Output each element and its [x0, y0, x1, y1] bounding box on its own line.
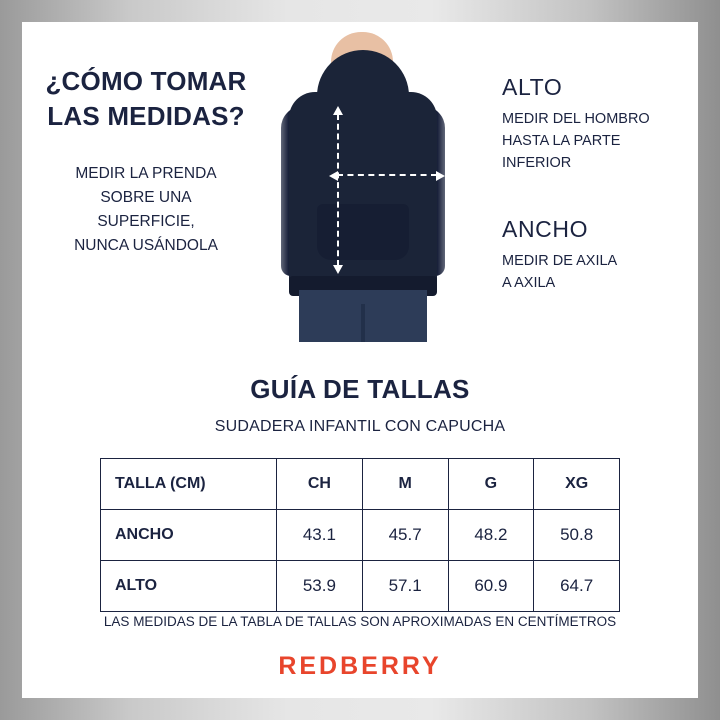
ancho-description — [502, 251, 692, 295]
hoodie-illustration — [265, 22, 461, 342]
header-ch: CH — [277, 459, 363, 510]
headline — [30, 64, 262, 134]
alto-line-2: HASTA LA PARTE — [502, 132, 621, 149]
ancho-line-1: MEDIR DE AXILA — [502, 253, 618, 270]
white-sheet — [22, 22, 698, 698]
subtext-line-1: MEDIR LA PRENDA — [75, 165, 217, 183]
headline-line-1: ¿CÓMO TOMAR — [45, 66, 247, 96]
size-table-note: LAS MEDIDAS DE LA TABLA DE TALLAS SON APROXIMADAS EN CENTÍMETROS — [103, 614, 617, 629]
subtext-line-3: SUPERFICIE, — [97, 213, 195, 231]
how-to-measure-text — [30, 64, 262, 258]
size-guide-subtitle: SUDADERA INFANTIL CON CAPUCHA — [214, 418, 506, 435]
ancho-m: 45.7 — [362, 510, 448, 561]
size-table — [100, 458, 620, 612]
how-to-measure-subtext — [30, 162, 262, 258]
subtext-line-4: NUNCA USÁNDOLA — [74, 237, 218, 255]
header-xg: XG — [534, 459, 620, 510]
alto-ch: 53.9 — [277, 561, 363, 612]
table-row — [101, 561, 620, 612]
header-talla: TALLA (CM) — [101, 459, 277, 510]
photo-edge-fade — [265, 22, 461, 342]
alto-description — [502, 109, 692, 174]
ancho-line-2: A AXILA — [502, 275, 556, 291]
alto-line-1: MEDIR DEL HOMBRO — [502, 111, 650, 127]
alto-line-3: INFERIOR — [502, 154, 572, 171]
measure-definitions — [502, 74, 692, 295]
table-row — [101, 510, 620, 561]
header-g: G — [448, 459, 534, 510]
size-guide-title: GUÍA DE TALLAS — [250, 374, 470, 404]
row-label-ancho: ANCHO — [101, 510, 277, 561]
headline-line-2: LAS MEDIDAS? — [47, 101, 245, 132]
alto-g: 60.9 — [448, 561, 534, 612]
alto-title: ALTO — [502, 74, 563, 100]
ancho-g: 48.2 — [448, 510, 534, 561]
brand-logo: REDBERRY — [278, 652, 442, 680]
row-label-alto: ALTO — [101, 561, 277, 612]
subtext-line-2: SOBRE UNA — [100, 189, 192, 207]
table-header-row — [101, 459, 620, 510]
ancho-title: ANCHO — [502, 216, 589, 243]
ancho-ch: 43.1 — [277, 510, 363, 561]
how-to-measure-section — [22, 22, 698, 342]
ancho-xg: 50.8 — [534, 510, 620, 561]
alto-xg: 64.7 — [534, 561, 620, 612]
header-m: M — [362, 459, 448, 510]
alto-m: 57.1 — [362, 561, 448, 612]
ancho-block — [502, 216, 692, 295]
